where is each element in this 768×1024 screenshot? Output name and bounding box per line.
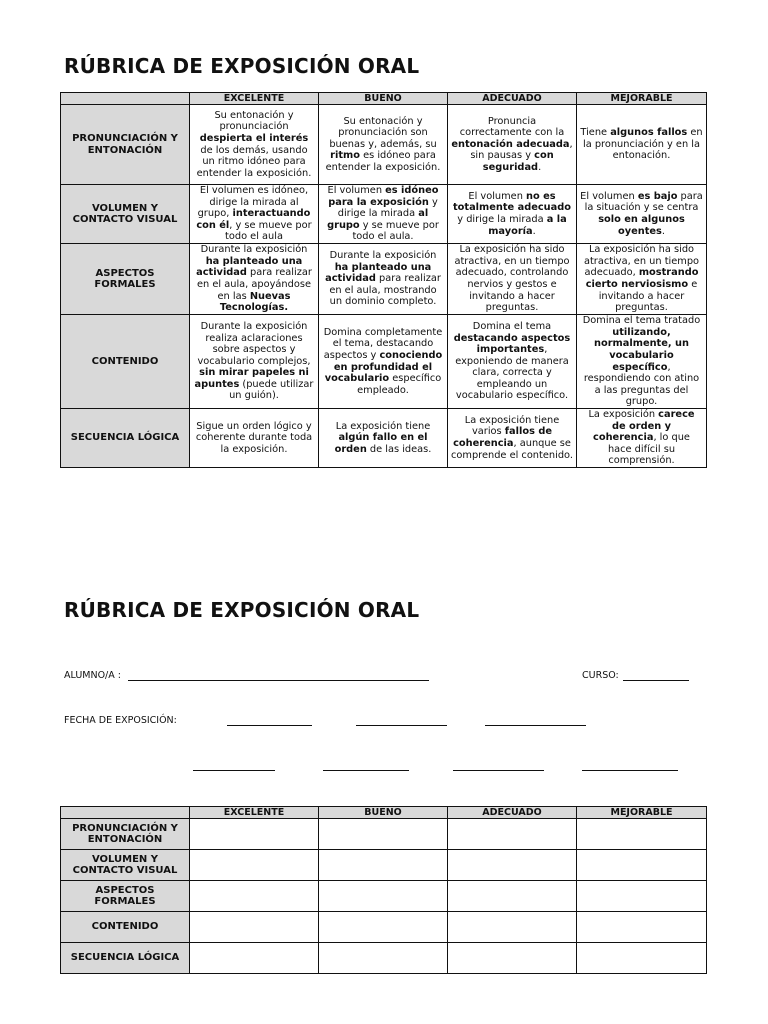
empty-cell[interactable] [448,850,577,881]
emphasis-text: no es totalmente adecuado [452,190,572,214]
row-label: SECUENCIA LÓGICA [61,409,190,468]
empty-cell[interactable] [448,819,577,850]
row-label: PRONUNCIACIÓN Y ENTONACIÓN [61,819,190,850]
empty-cell[interactable] [448,943,577,974]
alumno-field[interactable] [128,680,429,681]
rubric-cell: Sigue un orden lógico y coherente durante toda la exposición. [190,409,319,468]
emphasis-text: ha planteado una actividad [325,261,432,285]
emphasis-text: a la mayoría [488,214,567,237]
empty-cell[interactable] [190,912,319,943]
blank-line[interactable] [453,770,544,771]
row-label: CONTENIDO [61,912,190,943]
empty-cell[interactable] [577,819,707,850]
corner-cell [61,807,190,819]
evaluation-row [61,912,707,943]
rubric-cell: El volumen es idóneo, dirige la mirada al grupo, interactuando con él, y se mueve por todo el aula [190,185,319,244]
emphasis-text: destacando aspectos importantes [453,332,571,356]
rubric-title: RÚBRICA DE EXPOSICIÓN ORAL [64,54,420,78]
emphasis-text: carece de orden y coherencia [593,409,695,444]
emphasis-text: algunos fallos [610,127,688,139]
fecha-field[interactable] [356,725,447,726]
rubric-cell: La exposición tiene varios fallos de coherencia, aunque se comprende el contenido. [448,409,577,468]
empty-cell[interactable] [319,912,448,943]
emphasis-text: algún fallo en el orden [334,432,428,455]
evaluation-row [61,850,707,881]
rubric-cell: El volumen es bajo para la situación y se centra solo en algunos oyentes. [577,185,707,244]
emphasis-text: ritmo [330,150,360,162]
row-label: VOLUMEN Y CONTACTO VISUAL [61,850,190,881]
rubric-cell: Domina completamente el tema, destacando aspectos y conociendo en profundidad el vocabulario específico empleado. [319,315,448,409]
empty-cell[interactable] [577,850,707,881]
col-header-bueno: BUENO [319,93,448,105]
row-label: ASPECTOS FORMALES [61,244,190,315]
empty-cell[interactable] [319,943,448,974]
rubric-cell: Tiene algunos fallos en la pronunciación y en la entonación. [577,105,707,185]
emphasis-text: Nuevas Tecnologías. [219,290,291,314]
empty-cell[interactable] [190,819,319,850]
empty-cell[interactable] [319,881,448,912]
fecha-label: FECHA DE EXPOSICIÓN: [64,715,177,726]
empty-cell[interactable] [190,881,319,912]
empty-cell[interactable] [448,881,577,912]
rubric-cell: El volumen no es totalmente adecuado y dirige la mirada a la mayoría. [448,185,577,244]
rubric-cell: Pronuncia correctamente con la entonación adecuada, sin pausas y con seguridad. [448,105,577,185]
col-header-mejorable: MEJORABLE [577,93,707,105]
row-label: ASPECTOS FORMALES [61,881,190,912]
rubric-row [61,409,707,468]
empty-cell[interactable] [319,819,448,850]
row-label: SECUENCIA LÓGICA [61,943,190,974]
evaluation-row [61,819,707,850]
fecha-field[interactable] [485,725,586,726]
evaluation-header-row [61,807,707,819]
emphasis-text: despierta el interés [199,132,309,144]
rubric-cell: Domina el tema tratado utilizando, normalmente, un vocabulario específico, respondiendo con atino a las preguntas del grupo. [577,315,707,409]
emphasis-text: ha planteado una actividad [196,255,303,279]
rubric-cell: La exposición carece de orden y coherencia, lo que hace difícil su comprensión. [577,409,707,468]
col-header-bueno: BUENO [319,807,448,819]
col-header-adecuado: ADECUADO [448,807,577,819]
corner-cell [61,93,190,105]
emphasis-text: conociendo en profundidad el vocabulario [324,349,443,385]
emphasis-text: entonación adecuada [451,138,570,150]
rubric-title-blank: RÚBRICA DE EXPOSICIÓN ORAL [64,598,420,622]
rubric-cell: El volumen es idóneo para la exposición y dirige la mirada al grupo y se mueve por todo el aula. [319,185,448,244]
fecha-field[interactable] [227,725,312,726]
emphasis-text: solo en algunos oyentes [598,214,685,237]
curso-label: CURSO: [582,670,619,681]
rubric-cell: Durante la exposición realiza aclaraciones sobre aspectos y vocabulario complejos, sin mirar papeles ni apuntes (puede utilizar un guión). [190,315,319,409]
rubric-header-row [61,93,707,105]
rubric-row [61,105,707,185]
rubric-cell: Durante la exposición ha planteado una actividad para realizar en el aula, apoyándose en las Nuevas Tecnologías. [190,244,319,315]
alumno-label: ALUMNO/A : [64,670,121,681]
rubric-cell: Su entonación y pronunciación son buenas y, además, su ritmo es idóneo para entender la exposición. [319,105,448,185]
emphasis-text: es bajo [637,190,678,202]
row-label: CONTENIDO [61,315,190,409]
emphasis-text: utilizando, normalmente, un vocabulario específico [594,326,689,373]
rubric-cell: Su entonación y pronunciación despierta el interés de los demás, usando un ritmo idóneo para entender la exposición. [190,105,319,185]
evaluation-row [61,881,707,912]
blank-line[interactable] [193,770,275,771]
col-header-excelente: EXCELENTE [190,807,319,819]
emphasis-text: mostrando cierto nerviosismo [585,267,699,290]
rubric-cell: La exposición ha sido atractiva, en un tiempo adecuado, controlando nervios y gestos e invitando a hacer preguntas. [448,244,577,315]
curso-field[interactable] [623,680,689,681]
emphasis-text: sin mirar papeles ni apuntes [194,367,309,390]
col-header-adecuado: ADECUADO [448,93,577,105]
rubric-row [61,185,707,244]
empty-cell[interactable] [577,912,707,943]
col-header-excelente: EXCELENTE [190,93,319,105]
rubric-cell: La exposición ha sido atractiva, en un tiempo adecuado, mostrando cierto nerviosismo e invitando a hacer preguntas. [577,244,707,315]
emphasis-text: con seguridad [482,150,554,173]
rubric-row [61,315,707,409]
row-label: PRONUNCIACIÓN Y ENTONACIÓN [61,105,190,185]
rubric-cell: La exposición tiene algún fallo en el orden de las ideas. [319,409,448,468]
blank-line[interactable] [582,770,678,771]
rubric-cell: Durante la exposición ha planteado una actividad para realizar en el aula, mostrando un dominio completo. [319,244,448,315]
empty-cell[interactable] [190,943,319,974]
rubric-cell: Domina el tema destacando aspectos importantes, exponiendo de manera clara, correcta y empleando un vocabulario específico. [448,315,577,409]
blank-line[interactable] [323,770,409,771]
emphasis-text: fallos de coherencia [453,426,552,449]
empty-cell[interactable] [190,850,319,881]
emphasis-text: interactuando con él [196,208,311,231]
empty-cell[interactable] [448,912,577,943]
emphasis-text: al grupo [327,208,429,231]
evaluation-table [60,806,707,974]
emphasis-text: es idóneo para la exposición [328,185,439,208]
col-header-mejorable: MEJORABLE [577,807,707,819]
empty-cell[interactable] [319,850,448,881]
empty-cell[interactable] [577,881,707,912]
rubric-row [61,244,707,315]
row-label: VOLUMEN Y CONTACTO VISUAL [61,185,190,244]
rubric-table [60,92,707,468]
empty-cell[interactable] [577,943,707,974]
evaluation-row [61,943,707,974]
